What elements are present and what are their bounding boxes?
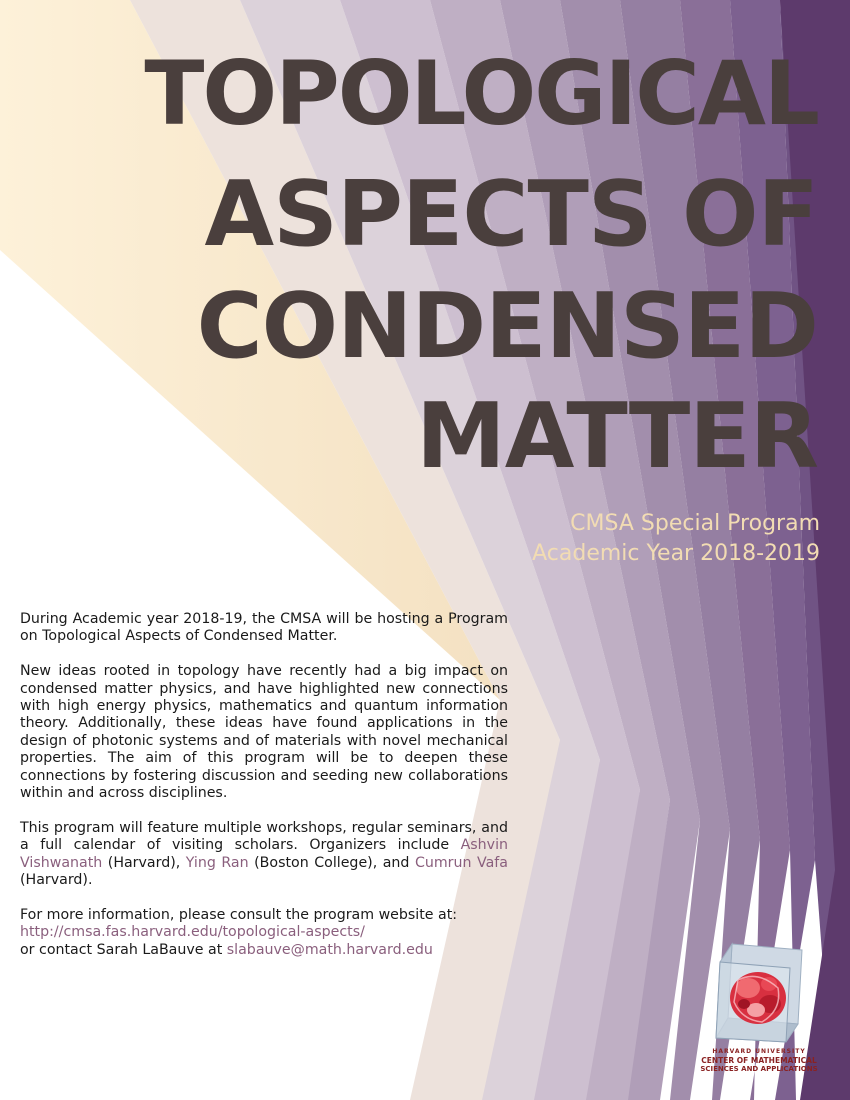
website-intro: For more information, please consult the program website at: <box>20 906 458 923</box>
title-line-4: MATTER <box>416 384 818 489</box>
organizer-affiliation: (Harvard). <box>20 872 93 889</box>
organizer-name: Ying Ran <box>185 854 249 871</box>
website-link[interactable]: http://cmsa.fas.harvard.edu/topological-aspects/ <box>20 924 365 941</box>
cmsa-logo <box>700 940 818 1080</box>
title-line-3: CONDENSED <box>196 274 818 379</box>
organizer-affiliation: (Harvard), <box>102 854 186 871</box>
organizers-intro: This program will feature multiple workshops, regular seminars, and a full calendar of visiting scholars. Organizers include <box>20 819 508 854</box>
title-line-2: ASPECTS OF <box>204 162 818 267</box>
contact-intro: or contact Sarah LaBauve at <box>20 941 227 958</box>
body-text <box>20 611 508 959</box>
subtitle-year: Academic Year 2018-2019 <box>532 541 820 566</box>
logo-sciences: SCIENCES AND APPLICATIONS <box>700 1065 818 1073</box>
title-line-1: TOPOLOGICAL <box>144 42 818 145</box>
logo-university: HARVARD UNIVERSITY <box>712 1048 806 1055</box>
cube-logo-icon <box>712 940 806 1044</box>
paragraph-contact <box>20 907 508 959</box>
paragraph-description: New ideas rooted in topology have recently had a big impact on condensed matter physics, and have highlighted new connections with high energy physics, mathematics and quantum information theory. Additionally, these ideas have found applications in the design of photonic systems and of materials with novel mechanical properties. The aim of this program will be to deepen these connections by fostering discussion and seeding new collaborations within and across disciplines. <box>20 663 508 802</box>
logo-center: CENTER OF MATHEMATICAL <box>701 1056 817 1065</box>
paragraph-intro: During Academic year 2018-19, the CMSA will be hosting a Program on Topological Aspects of Condensed Matter. <box>20 611 508 645</box>
paragraph-organizers <box>20 820 508 890</box>
organizer-name: Cumrun Vafa <box>414 854 508 871</box>
email-link[interactable]: slabauve@math.harvard.edu <box>226 941 433 958</box>
subtitle-program: CMSA Special Program <box>570 511 820 536</box>
organizer-name: Ashvin Vishwanath <box>20 837 508 871</box>
organizer-affiliation: (Boston College), and <box>248 854 415 871</box>
